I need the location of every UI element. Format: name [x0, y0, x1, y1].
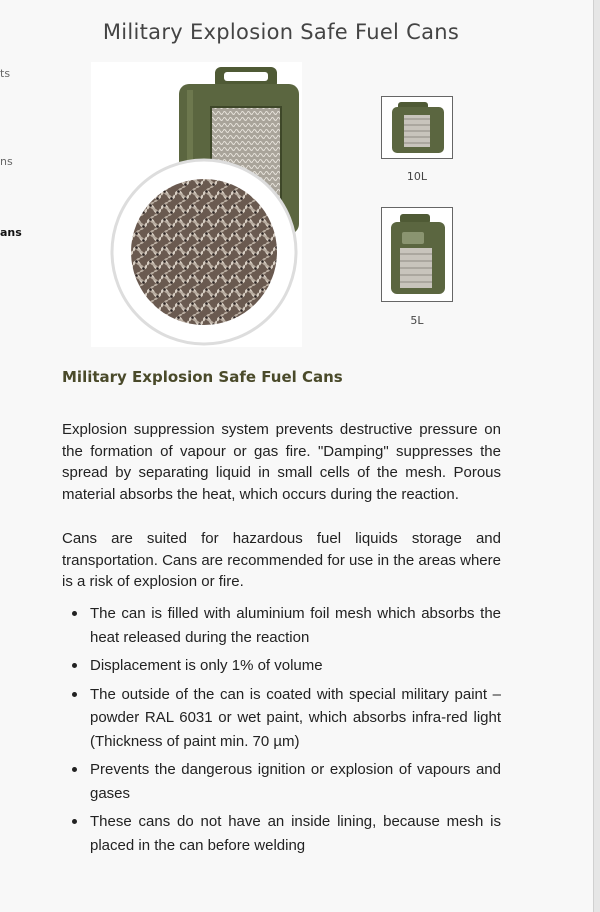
jerry-can-5l-image	[384, 210, 450, 299]
description-paragraph: Explosion suppression system prevents destructive pressure on the formation of vapour or gas fire. "Damping" suppresses the spread by separating liquid in small cells of the mesh. Porous material absorbs the heat, which occurs during the reaction.	[62, 421, 501, 503]
feature-list	[62, 602, 501, 857]
bullet-icon	[72, 663, 77, 668]
list-item-text: These cans do not have an inside lining, because mesh is placed in the can before welding	[90, 813, 501, 854]
list-item-text: Prevents the dangerous ignition or explosion of vapours and gases	[90, 761, 501, 802]
thumbnail-10l[interactable]	[381, 96, 453, 159]
thumbnail-5l[interactable]	[381, 207, 453, 302]
sidebar-item-active-fragment[interactable]: ans	[0, 226, 22, 239]
list-item	[62, 602, 501, 649]
page-title: Military Explosion Safe Fuel Cans	[102, 20, 460, 44]
list-item	[62, 654, 501, 678]
list-item	[62, 683, 501, 754]
bullet-icon	[72, 767, 77, 772]
list-item-text: The can is filled with aluminium foil mesh which absorbs the heat released during the reaction	[90, 605, 501, 646]
list-item-text: The outside of the can is coated with special military paint – powder RAL 6031 or wet paint, which absorbs infra-red light (Thickness of paint min. 70 µm)	[90, 685, 501, 750]
sidebar-item-fragment[interactable]: ts	[0, 67, 11, 80]
list-item-text: Displacement is only 1% of volume	[90, 657, 323, 674]
thumbnail-label-5l: 5L	[410, 314, 424, 327]
scrollbar[interactable]	[593, 0, 600, 912]
bullet-icon	[72, 819, 77, 824]
bullet-icon	[72, 692, 77, 697]
jerry-can-10l-image	[384, 99, 450, 156]
main-product-image	[91, 62, 302, 347]
list-item	[62, 758, 501, 805]
list-item	[62, 810, 501, 857]
description-paragraph: Cans are suited for hazardous fuel liquids storage and transportation. Cans are recommended for use in the areas where is a risk of explosion or fire.	[62, 530, 501, 590]
thumbnail-label-10l: 10L	[406, 170, 428, 183]
sidebar-item-fragment[interactable]: ns	[0, 155, 13, 168]
section-heading: Military Explosion Safe Fuel Cans	[62, 368, 343, 386]
bullet-icon	[72, 611, 77, 616]
